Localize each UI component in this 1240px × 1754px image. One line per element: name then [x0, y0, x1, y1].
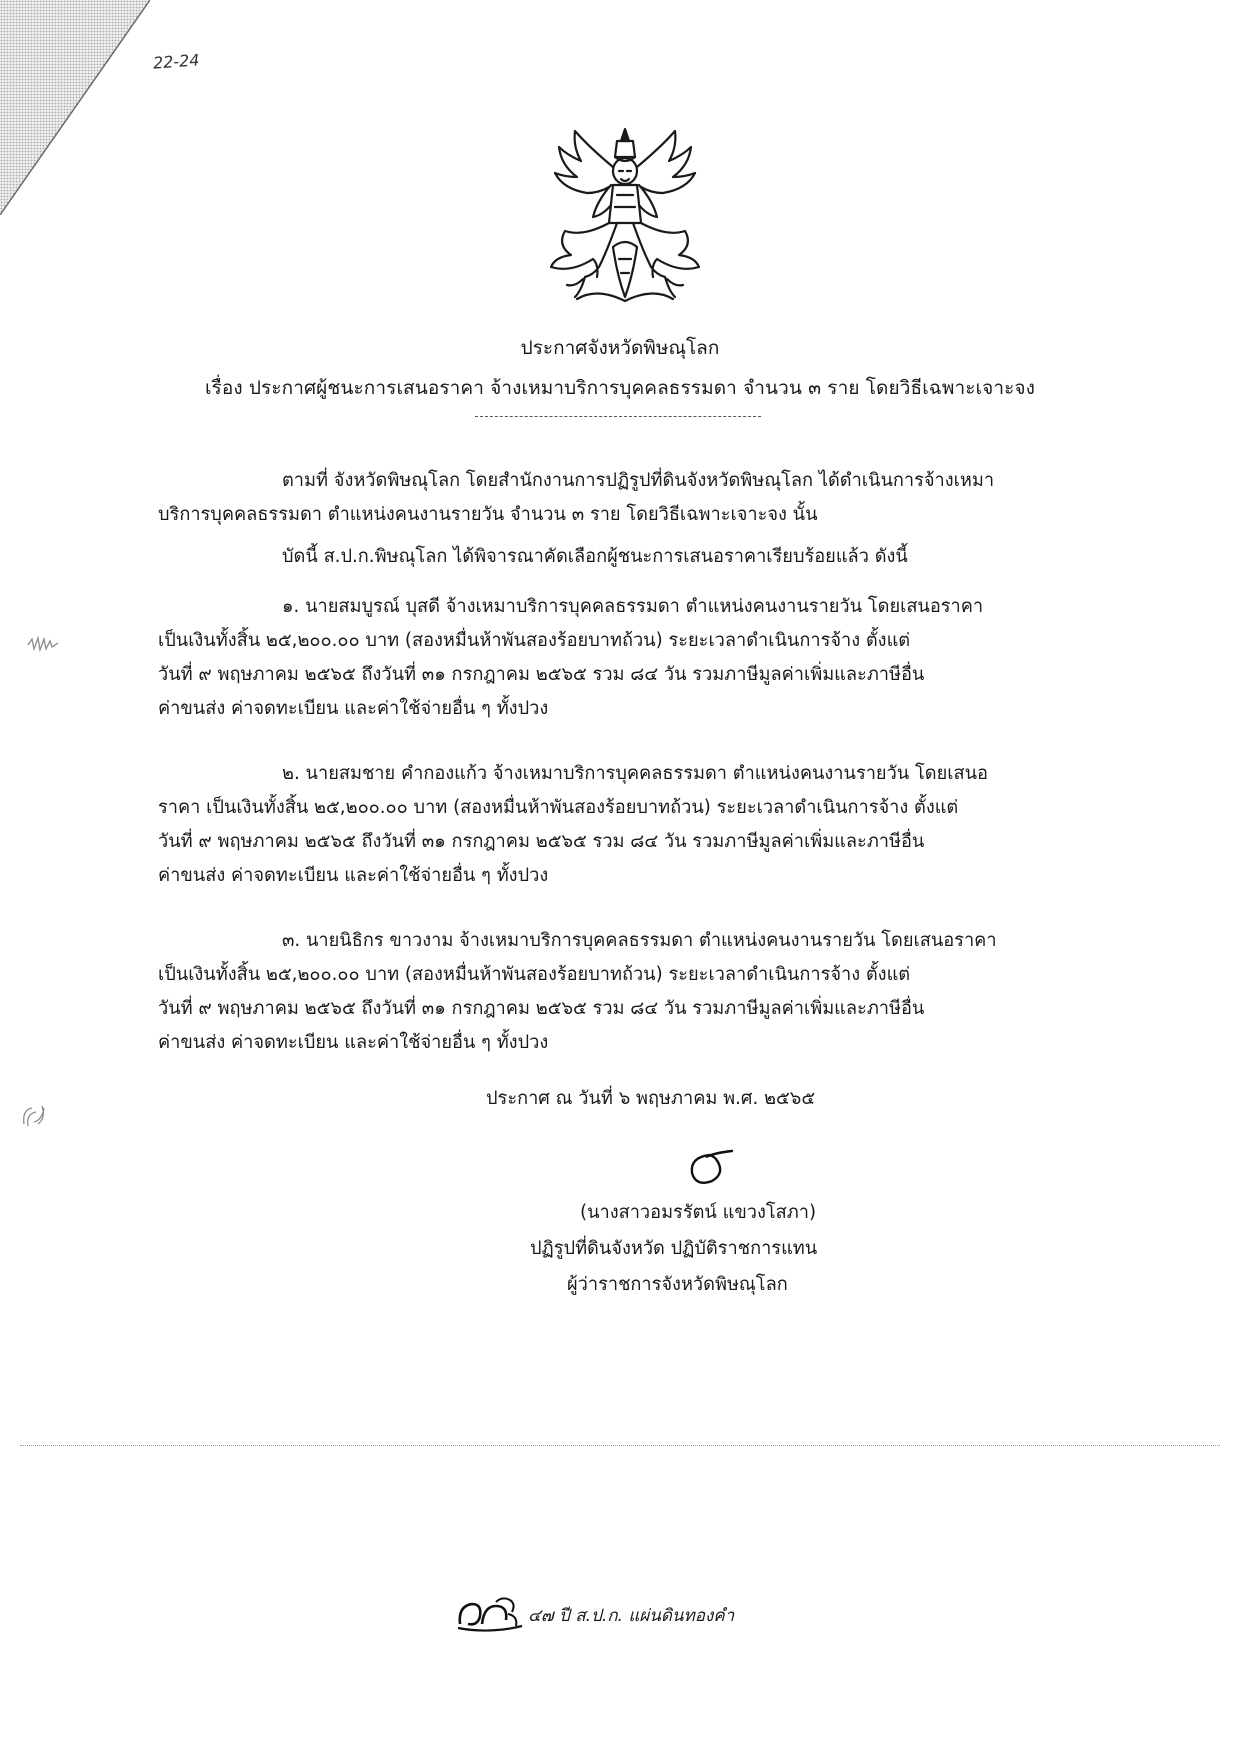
margin-scribble-icon: [26, 635, 60, 655]
text-line: บัดนี้ ส.ป.ก.พิษณุโลก ได้พิจารณาคัดเลือกผู้ชนะการเสนอราคาเรียบร้อยแล้ว ดังนี้: [282, 546, 908, 567]
garuda-emblem-icon: [537, 127, 713, 311]
text-line: เป็นเงินทั้งสิ้น ๒๕,๒๐๐.๐๐ บาท (สองหมื่นห้าพันสองร้อยบาทถ้วน) ระยะเวลาดำเนินการจ้าง ตั้งแต่: [158, 964, 911, 985]
handwritten-signature-icon: [680, 1143, 740, 1193]
winner-item-2: [158, 757, 1088, 893]
text-line: ๑. นายสมบูรณ์ บุสดี จ้างเหมาบริการบุคคลธรรมดา ตำแหน่งคนงานรายวัน โดยเสนอราคา: [282, 596, 984, 617]
signer-office: ผู้ว่าราชการจังหวัดพิษณุโลก: [567, 1274, 788, 1295]
text-line: วันที่ ๙ พฤษภาคม ๒๕๖๕ ถึงวันที่ ๓๑ กรกฎาคม ๒๕๖๕ รวม ๘๔ วัน รวมภาษีมูลค่าเพิ่มและภาษีอื่น: [158, 664, 925, 685]
text-line: ๒. นายสมชาย คำกองแก้ว จ้างเหมาบริการบุคคลธรรมดา ตำแหน่งคนงานรายวัน โดยเสนอ: [282, 763, 988, 784]
footer-slogan: ๔๗ ปี ส.ป.ก. แผ่นดินทองคำ: [528, 1606, 735, 1626]
anniversary-47-logo-icon: [456, 1594, 524, 1634]
winner-item-3: [158, 924, 1088, 1060]
text-line: ค่าขนส่ง ค่าจดทะเบียน และค่าใช้จ่ายอื่น ๆ ทั้งปวง: [158, 865, 549, 886]
intro-paragraph: [158, 464, 1088, 532]
winner-item-1: [158, 590, 1088, 726]
text-line: วันที่ ๙ พฤษภาคม ๒๕๖๕ ถึงวันที่ ๓๑ กรกฎาคม ๒๕๖๕ รวม ๘๔ วัน รวมภาษีมูลค่าเพิ่มและภาษีอื่น: [158, 998, 925, 1019]
decision-paragraph: [158, 540, 1088, 574]
handwritten-page-note: 22-24: [152, 50, 201, 73]
text-line: เป็นเงินทั้งสิ้น ๒๕,๒๐๐.๐๐ บาท (สองหมื่นห้าพันสองร้อยบาทถ้วน) ระยะเวลาดำเนินการจ้าง ตั้งแต่: [158, 630, 911, 651]
text-line: ราคา เป็นเงินทั้งสิ้น ๒๕,๒๐๐.๐๐ บาท (สองหมื่นห้าพันสองร้อยบาทถ้วน) ระยะเวลาดำเนินการจ้าง ตั้งแต่: [158, 797, 959, 818]
document-subject: เรื่อง ประกาศผู้ชนะการเสนอราคา จ้างเหมาบริการบุคคลธรรมดา จำนวน ๓ ราย โดยวิธีเฉพาะเจาะจง: [204, 377, 1036, 399]
text-line: ตามที่ จังหวัดพิษณุโลก โดยสำนักงานการปฏิรูปที่ดินจังหวัดพิษณุโลก ได้ดำเนินการจ้างเหมา: [282, 470, 995, 491]
page-bottom-rule: [20, 1445, 1220, 1446]
margin-scribble-icon: [20, 1102, 48, 1130]
text-line: ค่าขนส่ง ค่าจดทะเบียน และค่าใช้จ่ายอื่น ๆ ทั้งปวง: [158, 1032, 549, 1053]
announcement-date: ประกาศ ณ วันที่ ๖ พฤษภาคม พ.ศ. ๒๕๖๕: [486, 1088, 816, 1109]
text-line: วันที่ ๙ พฤษภาคม ๒๕๖๕ ถึงวันที่ ๓๑ กรกฎาคม ๒๕๖๕ รวม ๘๔ วัน รวมภาษีมูลค่าเพิ่มและภาษีอื่น: [158, 831, 925, 852]
signer-position: ปฏิรูปที่ดินจังหวัด ปฏิบัติราชการแทน: [530, 1238, 818, 1259]
title-divider: [475, 416, 761, 417]
text-line: ๓. นายนิธิกร ขาวงาม จ้างเหมาบริการบุคคลธรรมดา ตำแหน่งคนงานรายวัน โดยเสนอราคา: [282, 930, 997, 951]
text-line: บริการบุคคลธรรมดา ตำแหน่งคนงานรายวัน จำนวน ๓ ราย โดยวิธีเฉพาะเจาะจง นั้น: [158, 504, 818, 525]
page-title: ประกาศจังหวัดพิษณุโลก: [520, 337, 720, 359]
scan-fold-corner: [0, 0, 150, 215]
signer-name: (นางสาวอมรรัตน์ แขวงโสภา): [580, 1202, 817, 1223]
text-line: ค่าขนส่ง ค่าจดทะเบียน และค่าใช้จ่ายอื่น ๆ ทั้งปวง: [158, 698, 549, 719]
